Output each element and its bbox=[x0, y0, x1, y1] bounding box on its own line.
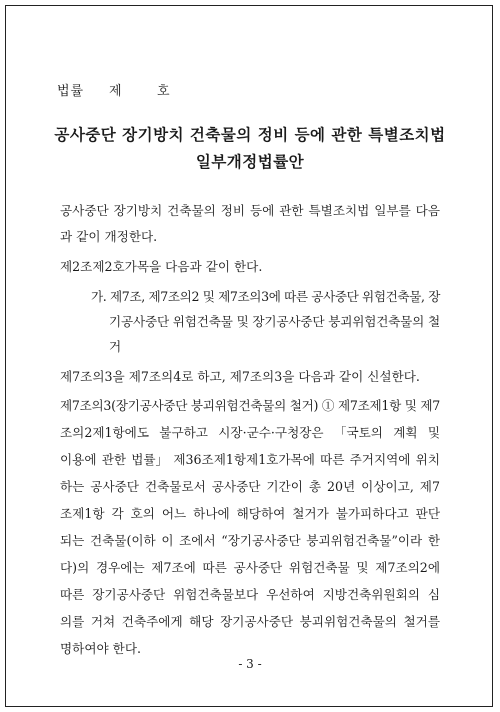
body-line: 조제1항 각 호의 어느 하나에 해당하여 철거가 불가피하다고 판단 bbox=[60, 506, 440, 521]
body-line: 명하여야 한다. bbox=[60, 641, 141, 656]
body-line: 의를 거쳐 건축주에게 해당 장기공사중단 붕괴위험건축물의 철거를 bbox=[60, 614, 440, 629]
body-line: 조의2제1항에도 불구하고 시장·군수·구청장은 「국토의 계획 및 bbox=[60, 425, 440, 440]
body-line: 공사중단 장기방치 건축물의 정비 등에 관한 특별조치법 일부를 다음 bbox=[60, 203, 440, 218]
body-line: 기공사중단 위험건축물 및 장기공사중단 붕괴위험건축물의 철 bbox=[109, 314, 440, 329]
bill-title-line-1: 공사중단 장기방치 건축물의 정비 등에 관한 특별조치법 bbox=[54, 125, 446, 144]
law-mark: 제 bbox=[109, 84, 123, 99]
body-line: 따른 장기공사중단 위험건축물보다 우선하여 지방건축위원회의 심 bbox=[60, 587, 440, 602]
body-line: 거 bbox=[109, 339, 122, 354]
body-line: 이용에 관한 법률」 제36조제1항제1호가목에 따른 주거지역에 위치 bbox=[60, 452, 440, 467]
body-line: 제7조의3(장기공사중단 붕괴위험건축물의 철거) ① 제7조제1항 및 제7 bbox=[60, 398, 440, 413]
body-line: 과 같이 개정한다. bbox=[60, 229, 158, 244]
law-label: 법률 bbox=[57, 84, 85, 99]
body-line: 제2조제2호가목을 다음과 같이 한다. bbox=[60, 259, 263, 274]
body-line: 되는 건축물(이하 이 조에서 “장기공사중단 붕괴위험건축물”이라 한 bbox=[60, 533, 440, 548]
body-line: 제7조의3을 제7조의4로 하고, 제7조의3을 다음과 같이 신설한다. bbox=[60, 369, 420, 384]
law-suffix: 호 bbox=[157, 84, 171, 99]
body-line: 가. 제7조, 제7조의2 및 제7조의3에 따른 공사중단 위험건축물, 장 bbox=[91, 289, 440, 304]
body-line: 다)의 경우에는 제7조에 따른 공사중단 위험건축물 및 제7조의2에 bbox=[60, 560, 440, 575]
page-number: - 3 - bbox=[238, 657, 262, 671]
body-line: 하는 공사중단 건축물로서 공사중단 기간이 총 20년 이상이고, 제7 bbox=[60, 479, 440, 494]
bill-title-line-2: 일부개정법률안 bbox=[195, 152, 305, 171]
law-number-line bbox=[57, 80, 171, 99]
